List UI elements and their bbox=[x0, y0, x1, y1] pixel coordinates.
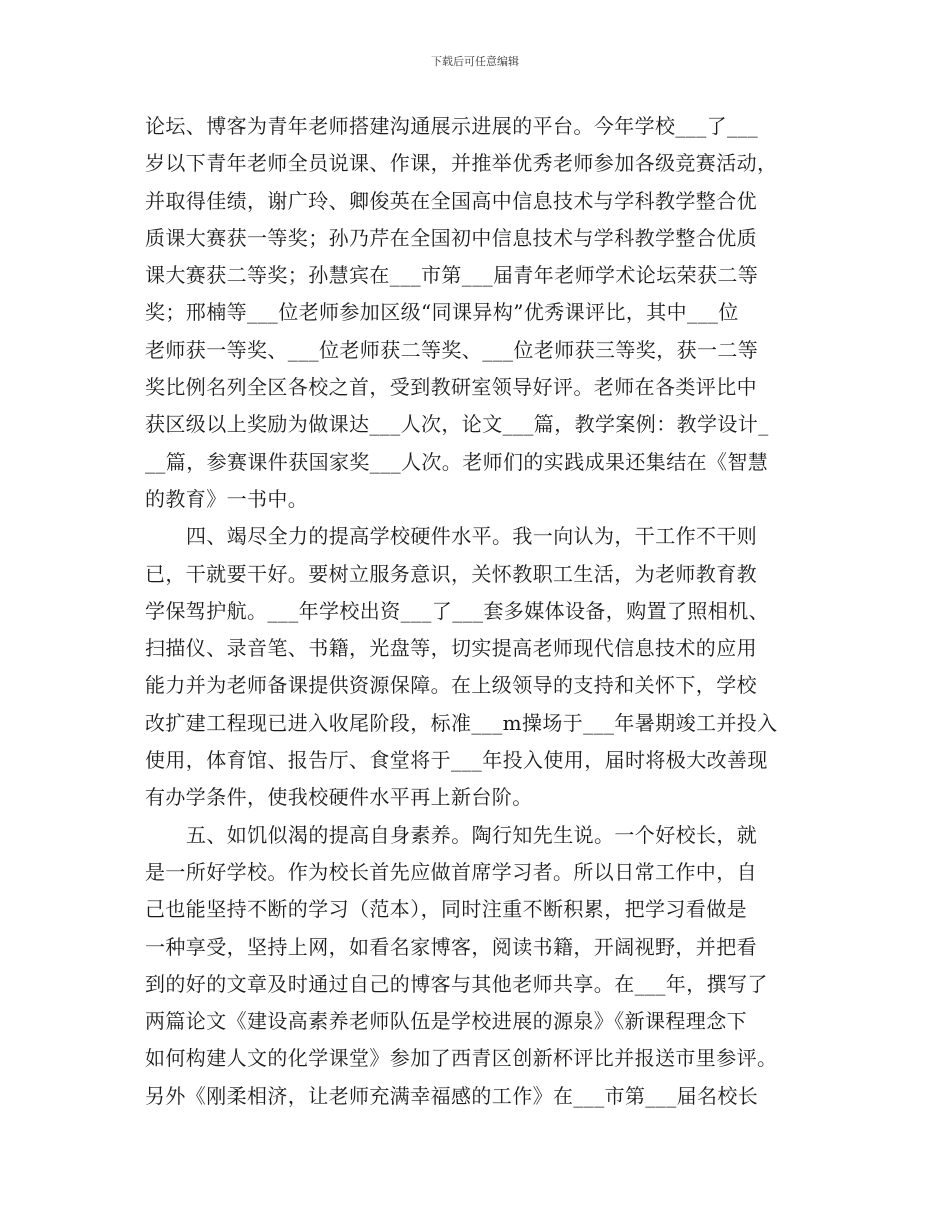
text-line: 论坛、博客为青年老师搭建沟通展示进展的平台。今年学校___了___ bbox=[145, 114, 759, 138]
text-line: 奖比例名列全区各校之首，受到教研室领导好评。老师在各类评比中 bbox=[145, 375, 757, 400]
text-line: 两篇论文《建设高素养老师队伍是学校进展的源泉》《新课程理念下 bbox=[145, 1009, 747, 1034]
text-line: 使用，体育馆、报告厅、食堂将于___年投入使用，届时将极大改善现 bbox=[145, 748, 768, 773]
text-line: 到的好的文章及时通过自己的博客与其他老师共享。在___年，撰写了 bbox=[145, 971, 768, 996]
text-line: __篇，参赛课件获国家奖___人次。老师们的实践成果还集结在《智慧 bbox=[145, 449, 769, 474]
text-line: 改扩建工程现已进入收尾阶段，标准___m操场于___年暑期竣工并投入 bbox=[145, 710, 778, 735]
text-line: 能力并为老师备课提供资源保障。在上级领导的支持和关怀下，学校 bbox=[145, 673, 757, 698]
text-line: 质课大赛获一等奖；孙乃芹在全国初中信息技术与学科教学整合优质 bbox=[145, 225, 757, 250]
text-line: 学保驾护航。___年学校出资___了___套多媒体设备，购置了照相机、 bbox=[145, 598, 769, 623]
paragraph-first-line: 四、竭尽全力的提高学校硬件水平。我一向认为，干工作不干则 bbox=[186, 524, 758, 549]
text-line: 老师获一等奖、___位老师获二等奖、___位老师获三等奖，获一二等 bbox=[145, 337, 759, 362]
text-line: 另外《刚柔相济，让老师充满幸福感的工作》在___市第___届名校长 bbox=[145, 1083, 759, 1108]
page-header: 下载后可任意编辑 bbox=[431, 55, 519, 68]
text-line: 是一所好学校。作为校长首先应做首席学习者。所以日常工作中，自 bbox=[145, 859, 757, 884]
paragraph-first-line: 五、如饥似渴的提高自身素养。陶行知先生说。一个好校长，就 bbox=[186, 822, 758, 847]
document-body bbox=[145, 108, 815, 1115]
text-line: 已，干就要干好。要树立服务意识，关怀教职工生活，为老师教育教 bbox=[145, 561, 757, 586]
text-line: 一种享受，坚持上网，如看名家博客，阅读书籍，开阔视野，并把看 bbox=[145, 934, 757, 959]
text-line: 并取得佳绩，谢广玲、卿俊英在全国高中信息技术与学科教学整合优 bbox=[145, 188, 757, 213]
text-line: 如何构建人文的化学课堂》参加了西青区创新杯评比并报送市里参评。 bbox=[145, 1046, 778, 1071]
text-line: 扫描仪、录音笔、书籍，光盘等，切实提高老师现代信息技术的应用 bbox=[145, 636, 757, 661]
text-line: 课大赛获二等奖；孙慧宾在___市第___届青年老师学术论坛荣获二等 bbox=[145, 263, 759, 288]
text-line: 己也能坚持不断的学习（范本），同时注重不断积累，把学习看做是 bbox=[145, 897, 747, 922]
text-line: 有办学条件，使我校硬件水平再上新台阶。 bbox=[145, 785, 533, 810]
text-line: 的教育》一书中。 bbox=[145, 486, 309, 511]
text-line: 获区级以上奖励为做课达___人次，论文___篇，教学案例：教学设计_ bbox=[145, 412, 769, 437]
text-line: 岁以下青年老师全员说课、作课，并推举优秀老师参加各级竞赛活动， bbox=[145, 151, 778, 176]
text-line: 奖；邢楠等___位老师参加区级“同课异构”优秀课评比，其中___位 bbox=[145, 300, 739, 325]
